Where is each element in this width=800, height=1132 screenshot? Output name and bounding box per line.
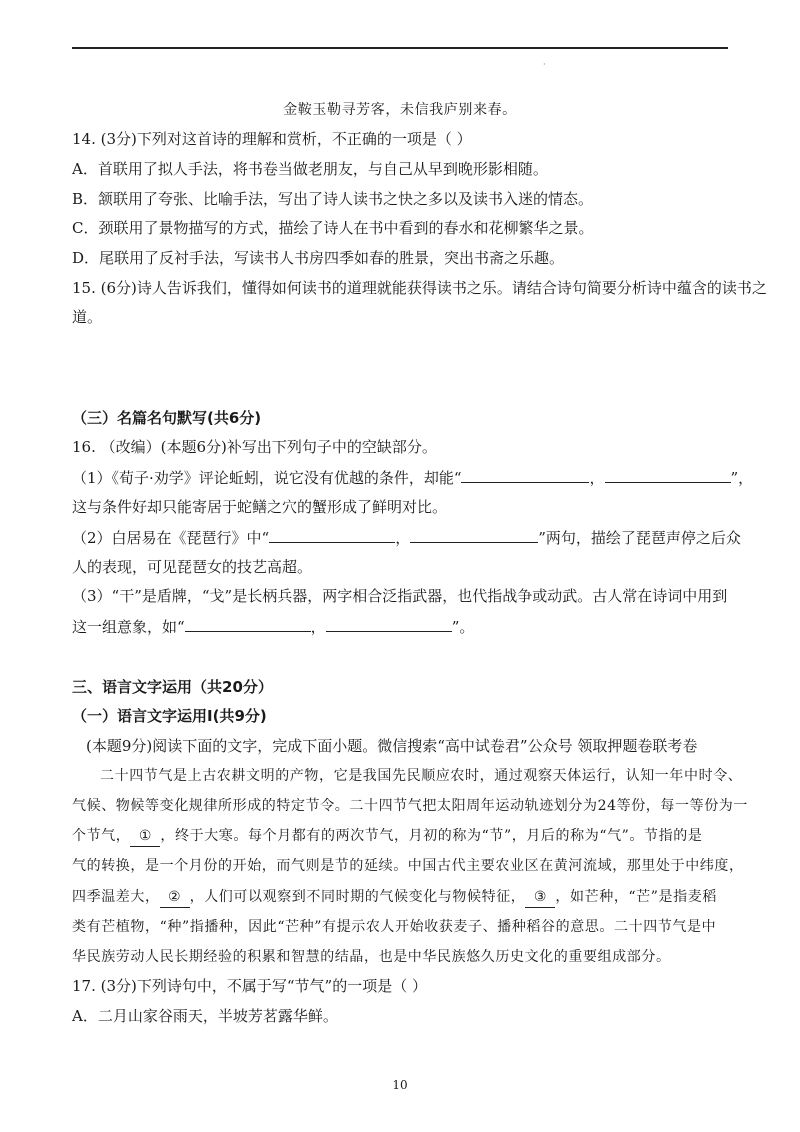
- section3-heading: （三）名篇名句默写(共6分): [72, 409, 262, 427]
- q16-item3-text: 这一组意象，如“: [72, 618, 185, 636]
- page-number: 10: [392, 1078, 408, 1092]
- q15-line1: 15. (6分)诗人告诉我们，懂得如何读书的道理就能获得读书之乐。请结合诗句简要分析诗中蕴含的读书之: [72, 279, 767, 297]
- passage-text: ，终于大寒。每个月都有的两次节气，月初的称为“节”，月后的称为“气”。节指的是: [160, 828, 703, 844]
- q14-option-d: D．尾联用了反衬手法，写读书人书房四季如春的胜景，突出书斋之乐趣。: [72, 249, 565, 267]
- blank-2: ②: [160, 887, 190, 908]
- passage-text: 个节气，: [72, 828, 131, 844]
- poem-line: 金鞍玉勒寻芳客，未信我庐别来春。: [283, 102, 517, 118]
- q16-item3-line2: [72, 616, 474, 637]
- passage-line: 类有芒植物，“种”指播种，因此“芒种”有提示农人开始收获麦子、播种稻谷的意思。二十四节气是中: [72, 919, 717, 935]
- reading-intro: (本题9分)阅读下面的文字，完成下面小题。微信搜索“高中试卷君”公众号 领取押题卷联考卷: [86, 737, 698, 755]
- q16-item1-line2: 这与条件好却只能寄居于蛇鳝之穴的蟹形成了鲜明对比。: [72, 498, 448, 516]
- q14-stem: 14. (3分)下列对这首诗的理解和赏析，不正确的一项是（ ）: [72, 130, 472, 148]
- passage-text: ，人们可以观察到不同时期的气候变化与物候特征，: [189, 889, 526, 905]
- q15-line2: 道。: [72, 308, 103, 326]
- answer-blank[interactable]: [185, 616, 311, 632]
- q17-stem: 17. (3分)下列诗句中，不属于写“节气”的一项是（ ）: [72, 977, 427, 995]
- passage-line: 二十四节气是上古农耕文明的产物，它是我国先民顺应农时，通过观察天体运行，认知一年中时令、: [100, 768, 743, 784]
- q16-item2-line1: [72, 527, 741, 548]
- q16-item3-line1: （3）“干”是盾牌，“戈”是长柄兵器，两字相合泛指武器，也代指战争或动武。古人常在诗词中用到: [72, 587, 728, 605]
- q14-option-c: C．颈联用了景物描写的方式，描绘了诗人在书中看到的春水和花柳繁华之景。: [72, 219, 594, 237]
- passage-line: 气的转换，是一个月份的开始，而气则是节的延续。中国古代主要农业区在黄河流域，那里处于中纬度，: [72, 858, 744, 874]
- q16-sep: ，: [310, 618, 326, 636]
- q17-option-a: A．二月山家谷雨天，半坡芳茗露华鲜。: [72, 1007, 338, 1025]
- q16-sep: ，: [589, 469, 605, 487]
- q16-item1-line1: [72, 467, 753, 488]
- q16-item2-end: ”两句，描绘了琵琶声停之后众: [538, 529, 741, 547]
- q16-end-quote: ”，: [730, 469, 754, 487]
- q16-item3-end: ”。: [451, 618, 475, 636]
- q14-option-b: B．颔联用了夸张、比喻手法，写出了诗人读书之快之多以及读书入迷的情态。: [72, 190, 594, 208]
- passage-text: ，如芒种，“芒”是指麦稻: [555, 889, 717, 905]
- blank-1: ①: [130, 826, 160, 847]
- part3-heading: 三、语言文字运用（共20分）: [72, 678, 273, 696]
- answer-blank[interactable]: [326, 616, 452, 632]
- passage-line: [72, 826, 702, 847]
- q16-item2-text: （2）白居易在《琵琶行》中“: [72, 529, 270, 547]
- passage-line: 华民族劳动人民长期经验的积累和智慧的结晶，也是中华民族悠久历史文化的重要组成部分。: [72, 949, 671, 965]
- passage-line: [72, 887, 717, 908]
- answer-blank[interactable]: [269, 527, 395, 543]
- passage-text: 四季温差大，: [72, 889, 160, 905]
- q16-item2-line2: 人的表现，可见琵琶女的技艺高超。: [72, 558, 313, 576]
- blank-3: ③: [525, 887, 555, 908]
- q16-item1-text: （1）《荀子·劝学》评论蚯蚓，说它没有优越的条件，却能“: [72, 469, 462, 487]
- header-dot: ·: [543, 60, 546, 69]
- sub1-heading: （一）语言文字运用Ⅰ(共9分): [72, 707, 267, 725]
- q16-sep: ，: [395, 529, 411, 547]
- q16-stem: 16. （改编）(本题6分)补写出下列句子中的空缺部分。: [72, 438, 437, 456]
- header-rule: [72, 47, 728, 49]
- answer-blank[interactable]: [461, 467, 589, 483]
- passage-line: 气候、物候等变化规律所形成的特定节令。二十四节气把太阳周年运动轨迹划分为24等份，每一等份为一: [72, 798, 749, 814]
- q14-option-a: A．首联用了拟人手法，将书卷当做老朋友，与自己从早到晚形影相随。: [72, 160, 548, 178]
- answer-blank[interactable]: [605, 467, 731, 483]
- answer-blank[interactable]: [410, 527, 538, 543]
